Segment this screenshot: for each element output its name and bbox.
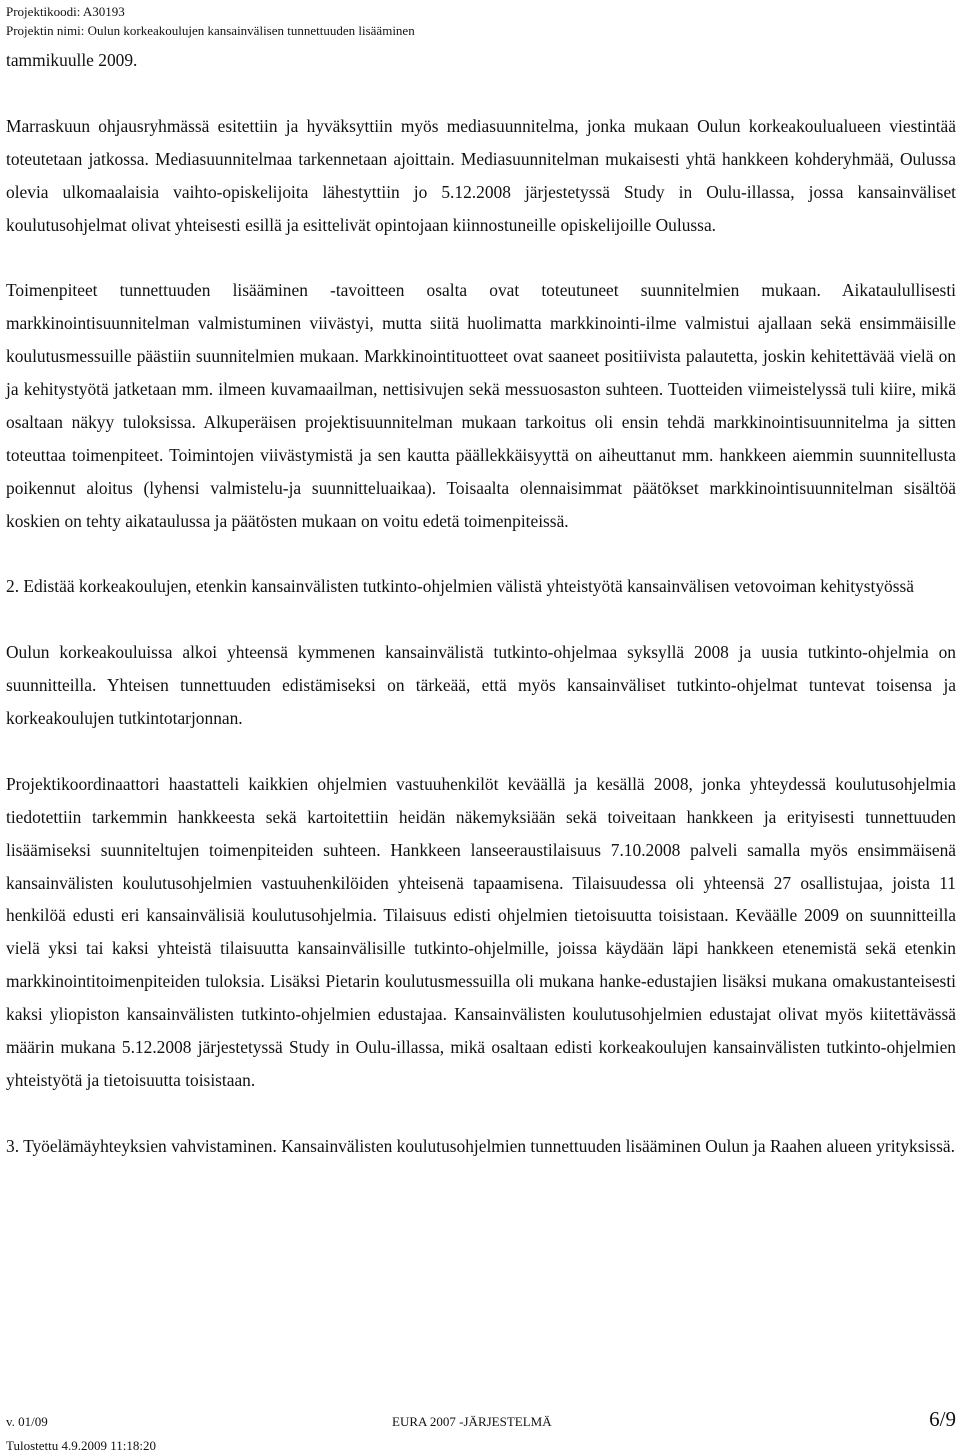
footer-printed-timestamp: Tulostettu 4.9.2009 11:18:20 <box>6 1438 157 1453</box>
page-header <box>6 2 415 40</box>
project-code: Projektikoodi: A30193 <box>6 4 125 19</box>
footer-version: v. 01/09 <box>6 1414 48 1429</box>
footer-page-number: 6/9 <box>929 1407 956 1431</box>
paragraph-continuation: tammikuulle 2009. <box>6 50 138 70</box>
section-heading-3: 3. Työelämäyhteyksien vahvistaminen. Kansainvälisten koulutusohjelmien tunnettuuden lisääminen Oulun ja Raahen alueen yrityksissä. <box>6 1135 955 1156</box>
page-footer <box>6 1407 956 1454</box>
document-body <box>6 44 956 1163</box>
project-name: Projektin nimi: Oulun korkeakoulujen kansainvälisen tunnettuuden lisääminen <box>6 23 415 38</box>
paragraph-measures: Toimenpiteet tunnettuuden lisääminen -tavoitteen osalta ovat toteutuneet suunnitelmien mukaan. Aikataulullisesti markkinointisuunnitelman valmistuminen viivästyi, mutta siitä huolimatta markkinointi-ilme valmistui ajallaan sekä ensimmäisille koulutusmessuille päästiin suunnitelmien mukaan. Markkinointituotteet ovat saaneet positiivista palautetta, joskin kehitettävää vielä on ja kehitystyötä jatketaan mm. ilmeen kuvamaailman, nettisivujen sekä messuosaston suhteen. Tuotteiden viimeistelyssä tuli kiire, mikä osaltaan näkyy tuloksissa. Alkuperäisen projektisuunnitelman mukaan tarkoitus oli ensin tehdä markkinointisuunnitelma ja sitten toteuttaa toimenpiteet. Toimintojen viivästymistä ja sen kautta päällekkäisyyttä on aiheuttanut mm. hankkeen aiemmin suunnitellusta poikennut aloitus (lyhensi valmistelu-ja suunnitteluaikaa). Toisaalta olennaisimmat päätökset markkinointisuunnitelman sisältöä koskien on tehty aikataulussa ja päätösten mukaan on voitu edetä toimenpiteissä. <box>6 280 956 531</box>
footer-system: EURA 2007 -JÄRJESTELMÄ <box>392 1414 552 1429</box>
section-heading-2: 2. Edistää korkeakoulujen, etenkin kansainvälisten tutkinto-ohjelmien välistä yhteistyötä kansainvälisen vetovoiman kehitystyössä <box>6 576 914 597</box>
paragraph-degree-programmes: Oulun korkeakouluissa alkoi yhteensä kymmenen kansainvälistä tutkinto-ohjelmaa syksyllä 2008 ja uusia tutkinto-ohjelmia on suunnitteilla. Yhteisen tunnettuuden edistämiseksi on tärkeää, että myös kansainväliset tutkinto-ohjelmat tuntevat toisensa ja korkeakoulujen tutkintotarjonnan. <box>6 642 956 729</box>
paragraph-coordinator: Projektikoordinaattori haastatteli kaikkien ohjelmien vastuuhenkilöt keväällä ja kesällä 2008, jonka yhteydessä koulutusohjelmia tiedotettiin tarkemmin hankkeesta sekä kartoitettiin heidän näkemyksiään sekä toiveitaan hankkeen ja erityisesti tunnettuuden lisäämiseksi suunniteltujen toimenpiteiden suhteen. Hankkeen lanseeraustilaisuus 7.10.2008 palveli samalla myös ensimmäisenä kansainvälisten koulutusohjelmien vastuuhenkilöiden yhteisenä tapaamisena. Tilaisuudessa oli yhteensä 27 osallistujaa, joista 11 henkilöä edusti eri kansainvälisiä koulutusohjelmia. Tilaisuus edisti ohjelmien tietoisuutta toisistaan. Keväälle 2009 on suunnitteilla vielä yksi tai kaksi yhteistä tilaisuutta kansainvälisille tutkinto-ohjelmille, joissa käydään läpi hankkeen etenemistä sekä etenkin markkinointitoimenpiteiden tuloksia. Lisäksi Pietarin koulutusmessuilla oli mukana hanke-edustajien lisäksi mukana omakustanteisesti kaksi yliopiston kansainvälisten tutkinto-ohjelmien edustajaa. Kansainvälisten koulutusohjelmien edustajat olivat myös kiitettävässä määrin mukana 5.12.2008 järjestetyssä Study in Oulu-illassa, mikä osaltaan edisti korkeakoulujen kansainvälisten tutkinto-ohjelmien yhteistyötä ja tietoisuutta toisistaan. <box>6 773 956 1091</box>
paragraph-media-plan: Marraskuun ohjausryhmässä esitettiin ja hyväksyttiin myös mediasuunnitelma, jonka mukaan Oulun korkeakoulualueen viestintää toteutetaan jatkossa. Mediasuunnitelmaa tarkennetaan ajoittain. Mediasuunnitelman mukaisesti yhtä hankkeen kohderyhmää, Oulussa olevia ulkomaalaisia vaihto-opiskelijoita lähestyttiin jo 5.12.2008 järjestetyssä Study in Oulu-illassa, jossa kansainväliset koulutusohjelmat olivat yhteisesti esillä ja esittelivät opintojaan kiinnostuneille opiskelijoille Oulussa. <box>6 115 956 235</box>
